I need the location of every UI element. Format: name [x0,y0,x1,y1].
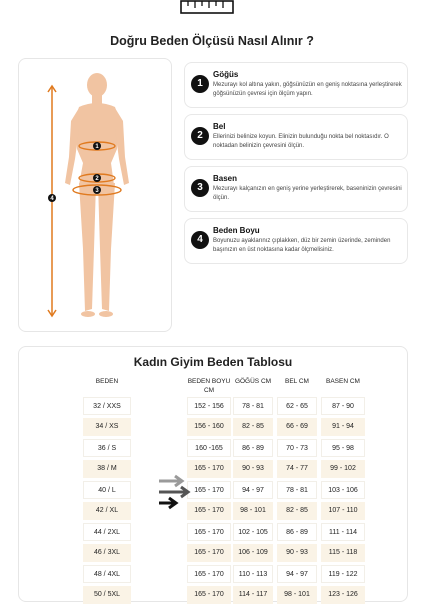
cell-bel: 74 - 77 [277,460,317,478]
table-title: Kadın Giyim Beden Tablosu [133,355,293,369]
cell-bel: 82 - 85 [277,502,317,520]
cell-gogus: 82 - 85 [233,418,273,436]
cell-beden: 32 / XXS [83,397,131,415]
cell-beden: 40 / L [83,481,131,499]
cell-basen: 91 - 94 [321,418,365,436]
marker-3-label: 3 [95,188,99,195]
cell-bel: 98 - 101 [277,586,317,604]
header-bel: BEL CM [285,378,309,385]
cell-basen: 87 - 90 [321,397,365,415]
cell-beden: 42 / XL [83,502,131,520]
cell-bel: 78 - 81 [277,481,317,499]
cell-basen: 123 - 126 [321,586,365,604]
cell-bel: 66 - 69 [277,418,317,436]
cell-beden-boyu: 165 - 170 [187,481,231,499]
cell-beden-boyu: 165 - 170 [187,460,231,478]
cell-gogus: 94 - 97 [233,481,273,499]
cell-gogus: 98 - 101 [233,502,273,520]
marker-2-label: 2 [95,176,99,183]
cell-beden-boyu: 156 - 160 [187,418,231,436]
cell-beden-boyu: 152 - 156 [187,397,231,415]
cell-basen: 95 - 98 [321,439,365,457]
cell-basen: 115 - 118 [321,544,365,562]
cell-bel: 62 - 65 [277,397,317,415]
cell-gogus: 90 - 93 [233,460,273,478]
step-title: Göğüs [213,70,239,79]
cell-beden: 46 / 3XL [83,544,131,562]
cell-basen: 107 - 110 [321,502,365,520]
cell-beden: 48 / 4XL [83,565,131,583]
step-gogus [184,62,408,108]
cell-beden-boyu: 165 - 170 [187,523,231,541]
cell-bel: 94 - 97 [277,565,317,583]
cell-basen: 111 - 114 [321,523,365,541]
step-title: Beden Boyu [213,226,260,235]
cell-beden-boyu: 160 -165 [187,439,231,457]
cell-basen: 99 - 102 [321,460,365,478]
marker-4-label: 4 [50,196,54,203]
cell-gogus: 86 - 89 [233,439,273,457]
step-bel [184,114,408,160]
cell-bel: 70 - 73 [277,439,317,457]
cell-bel: 90 - 93 [277,544,317,562]
cell-beden: 44 / 2XL [83,523,131,541]
step-number: 4 [191,231,209,249]
ruler-icon [180,0,234,14]
cell-beden-boyu: 165 - 170 [187,565,231,583]
cell-gogus: 110 - 113 [233,565,273,583]
step-title: Basen [213,174,238,183]
header-beden: BEDEN [95,378,119,385]
cell-gogus: 114 - 117 [233,586,273,604]
header-basen: BASEN CM [326,378,360,385]
marker-1-label: 1 [95,144,99,151]
step-basen [184,166,408,212]
step-description: Mezurayı kalçanızın en geniş yerine yerleştirerek, baseninizin çevresini ölçün. [213,186,402,201]
header-beden-boyu: BEDEN BOYU CM [187,378,231,394]
cell-bel: 86 - 89 [277,523,317,541]
cell-beden: 38 / M [83,460,131,478]
header-gogus: GÖĞÜS CM [234,378,272,385]
step-number: 3 [191,179,209,197]
cell-gogus: 106 - 109 [233,544,273,562]
step-description: Boyunuzu ayaklarınız çıplakken, düz bir zemin üzerinde, zeminden başınızın en üst noktasına kadar ölçmelisiniz. [213,238,391,253]
cell-beden-boyu: 165 - 170 [187,502,231,520]
size-table-card [18,346,408,602]
cell-beden: 36 / S [83,439,131,457]
step-title: Bel [213,122,226,131]
body-figure-card [18,58,172,332]
cell-basen: 103 - 106 [321,481,365,499]
step-number: 2 [191,127,209,145]
cell-beden: 50 / 5XL [83,586,131,604]
step-beden-boyu [184,218,408,264]
cell-beden-boyu: 165 - 170 [187,586,231,604]
page-title: Doğru Beden Ölçüsü Nasıl Alınır ? [110,34,314,48]
cell-gogus: 78 - 81 [233,397,273,415]
body-figure [19,59,171,331]
step-number: 1 [191,75,209,93]
step-description: Ellerinizi belinize koyun. Elinizin bulunduğu nokta bel noktasıdır. O noktadan belinizin çevresini ölçün. [213,134,389,149]
arrows-right-icon [157,474,193,510]
cell-beden-boyu: 165 - 170 [187,544,231,562]
cell-gogus: 102 - 105 [233,523,273,541]
step-description: Mezurayı kol altına yakın, göğsünüzün en geniş noktasına yerleştirerek göğsünüzün çevresi için ölçüm yapın. [213,82,402,97]
cell-beden: 34 / XS [83,418,131,436]
cell-basen: 119 - 122 [321,565,365,583]
